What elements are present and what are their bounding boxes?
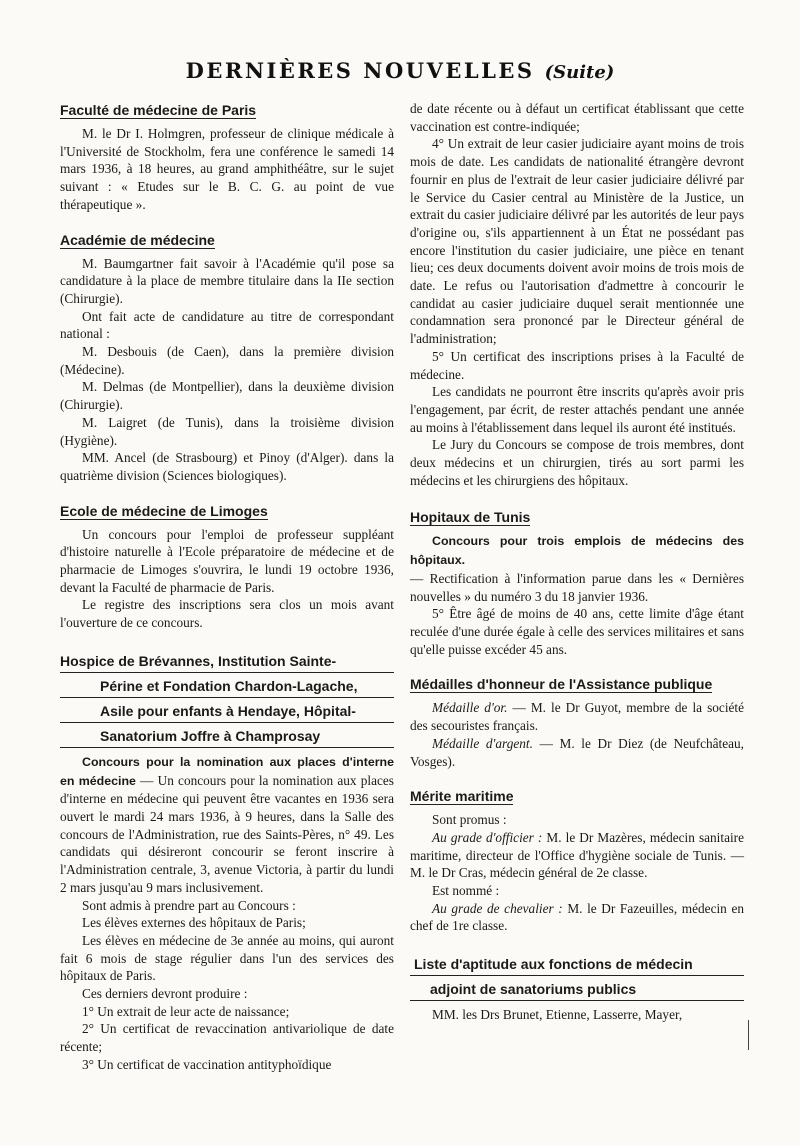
paragraph: Sont promus : [432, 812, 507, 828]
left-column [60, 100, 394, 1074]
paragraph: Médaille d'or. — M. le Dr Guyot, membre de la société des secouristes français. [410, 700, 745, 734]
paragraph: 4° Un extrait de leur casier judiciaire ayant moins de trois mois de date. Les candidats de nationalité étrangère devront fournir en plus de l'extrait de leur casier judiciaire délivré par le Service du Casier central au Ministère de la Justice, un extrait du casier judiciaire délivré par les autorités de leur pays d'origine ou, s'ils appartiennent à un État ne possédant pas encore l'institution du casier judiciaire, une pièce en tenant lieu; ces deux documents doivent avoir moins de trois mois de date. Le refus ou l'autorisation d'admettre à concourir le candidat au casier judiciaire duquel serait mentionnée une condamnation sera prononcé par le Directeur général de l'administration; [410, 136, 744, 347]
paragraph: Un concours pour l'emploi de professeur suppléant d'histoire naturelle à l'Ecole préparatoire de médecine et de pharmacie de Limoges s'ouvrira, le lundi 19 octobre 1936, devant la Faculté de pharmacie de Paris. [60, 526, 394, 595]
paragraph: Ont fait acte de candidature au titre de correspondant national : [60, 308, 394, 342]
section-heading: Mérite maritime [410, 788, 514, 805]
paragraph: MM. les Drs Brunet, Etienne, Lasserre, Mayer, [432, 1007, 683, 1023]
section-heading: Faculté de médecine de Paris [60, 102, 257, 118]
paragraph: Concours pour la nomination aux places d'interne en médecine — Un concours pour la nomination aux places d'interne en médecine qui peuvent être vacantes en 1936 sera ouvert le mardi 24 mars 1936, à 9 heures, dans la Salle des concours de l'Administration, rue des Saints-Pères, n° 49. Les candidats qui désireront concourir se feront inscrire à l'Administration centrale, 3, avenue Victoria, à partir du lundi 2 mars jusqu'au 9 mars inclusivement. [60, 754, 394, 895]
section-heading: Académie de médecine [60, 231, 215, 248]
paragraph: 1° Un extrait de leur acte de naissance; [82, 1003, 290, 1019]
paragraph: Le Jury du Concours se compose de trois membres, dont deux médecins et un chirurgien, tirés au sort parmi les médecins et les chirurgiens des hôpitaux. [410, 437, 744, 488]
paragraph: MM. Ancel (de Strasbourg) et Pinoy (d'Alger). dans la quatrième division (Sciences biologiques). [60, 450, 394, 483]
paragraph: M. Delmas (de Montpellier), dans la deuxième division (Chirurgie). [60, 379, 394, 413]
page-header [0, 58, 800, 83]
paragraph: 3° Un certificat de vaccination antityphoïdique [82, 1056, 332, 1072]
section-heading [60, 648, 394, 749]
paragraph: M. Laigret (de Tunis), dans la troisième division (Hygiène). [60, 414, 394, 448]
paragraph: M. Baumgartner fait savoir à l'Académie qu'il pose sa candidature à la place de membre titulaire dans la IIe section (Chirurgie). [60, 255, 394, 306]
paragraph: Le registre des inscriptions sera clos un mois avant l'ouverture de ce concours. [60, 597, 394, 631]
paragraph: 5° Être âgé de moins de 40 ans, cette limite d'âge étant reculée d'une durée égale à celle des services militaires et sans qu'elle puisse excéder 45 ans. [410, 606, 744, 657]
right-column [410, 100, 744, 1024]
heading-line: Hospice de Brévannes, Institution Sainte- [60, 648, 394, 673]
paragraph: Les élèves externes des hôpitaux de Paris; [82, 915, 306, 931]
lead-text: Concours pour la nomination aux places d'interne en médecine [60, 754, 394, 788]
page-title-suite: (Suite) [544, 62, 615, 83]
paragraph: Au grade de chevalier : M. le Dr Fazeuilles, médecin en chef de 1re classe. [410, 900, 744, 934]
paragraph: Est nommé : [432, 883, 500, 899]
paragraph: 2° Un certificat de revaccination antivariolique de date récente; [60, 1021, 394, 1055]
paragraph: M. le Dr I. Holmgren, professeur de clinique médicale à l'Université de Stockholm, fera une conférence le samedi 14 mars 1936, à 18 heures, au grand amphithéâtre, sur le sujet suivant : « Etudes sur le B. C. G. au point de vue thérapeutique ». [60, 126, 394, 212]
paragraph: Les candidats ne pourront être inscrits qu'après avoir pris l'engagement, par écrit, de rester attachés pendant une année au moins à l'établissement dans lequel ils auront été institués. [410, 384, 744, 435]
paragraph [410, 532, 744, 569]
paragraph: de date récente ou à défaut un certificat établissant que cette vaccination est contre-indiquée; [410, 101, 744, 134]
paragraph: Sont admis à prendre part au Concours : [82, 897, 296, 913]
section-heading: Ecole de médecine de Limoges [60, 502, 268, 519]
paragraph: M. Desbouis (de Caen), dans la première division (Médecine). [60, 344, 394, 377]
heading-line: Périne et Fondation Chardon-Lagache, [60, 673, 394, 698]
paragraph: Médaille d'argent. — M. le Dr Diez (de Neufchâteau, Vosges). [410, 735, 744, 769]
lead-text: Concours pour trois emplois de médecins des hôpitaux. [410, 534, 744, 568]
paragraph: Ces derniers devront produire : [82, 986, 248, 1002]
section-heading [410, 951, 744, 1002]
paragraph: 5° Un certificat des inscriptions prises à la Faculté de médecine. [410, 348, 744, 382]
heading-line: Liste d'aptitude aux fonctions de médecin [410, 951, 744, 976]
paragraph: — Rectification à l'information parue dans les « Dernières nouvelles » du numéro 3 du 18 janvier 1936. [410, 570, 744, 604]
section-heading: Médailles d'honneur de l'Assistance publique [410, 676, 713, 693]
paragraph: Les élèves en médecine de 3e année au moins, qui auront fait 6 mois de stage régulier dans l'un des services des hôpitaux de Paris. [60, 932, 394, 984]
heading-line: adjoint de sanatoriums publics [410, 976, 744, 1001]
paragraph: Au grade d'officier : M. le Dr Mazères, médecin sanitaire maritime, directeur de l'Office d'hygiène sociale de Tunis. — M. le Dr Cras, médecin général de 2e classe. [410, 829, 744, 881]
heading-line: Sanatorium Joffre à Champrosay [60, 723, 394, 748]
page-title: DERNIÈRES NOUVELLES [185, 58, 535, 83]
section-heading: Hopitaux de Tunis [410, 509, 531, 526]
heading-line: Asile pour enfants à Hendaye, Hôpital- [60, 698, 394, 723]
column-rule [748, 1020, 749, 1050]
